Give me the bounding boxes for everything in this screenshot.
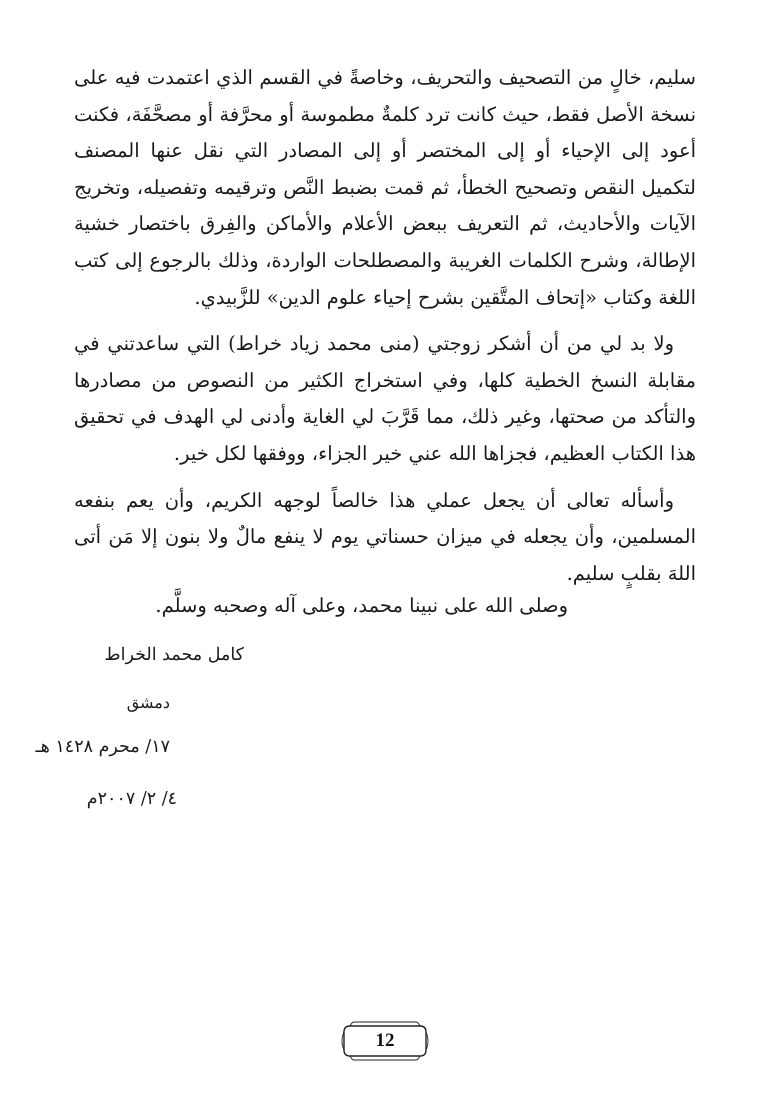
body-text	[74, 60, 696, 592]
paragraph-acknowledgement: ولا بد لي من أن أشكر زوجتي (منى محمد زياد خراط) التي ساعدتني في مقابلة النسخ الخطية كلها، وفي استخراج الكثير من النصوص من مصادرها والتأكد من صحتها، وغير ذلك، مما قَرَّبَ لي الغاية وأدنى لي الهدف في تحقيق هذا الكتاب العظيم، فجزاها الله عني خير الجزاء، ووفقها لكل خير.	[74, 332, 696, 465]
paragraph-methodology: سليم، خالٍ من التصحيف والتحريف، وخاصةً في القسم الذي اعتمدت فيه على نسخة الأصل فقط، حيث كانت ترد كلمةٌ مطموسة أو محرَّفة أو مصحَّفَة، فكنت أعود إلى الإحياء أو إلى المختصر أو إلى المصادر التي نقل عنها المصنف لتكميل النقص وتصحيح الخطأ، ثم قمت بضبط النَّص وترقيمه وتفصيله، وتخريج الآيات والأحاديث، ثم التعريف ببعض الأعلام والأماكن والفِرق باختصار خشية الإطالة، وشرح الكلمات الغريبة والمصطلحات الواردة، وذلك بالرجوع إلى كتب اللغة وكتاب «إتحاف المتَّقين بشرح إحياء علوم الدين» للزَّبيدي.	[74, 66, 696, 309]
author-signature: كامل محمد الخراط	[104, 645, 244, 665]
page-number-frame	[340, 1018, 430, 1064]
page-number: 12	[375, 1030, 395, 1051]
signature-city: دمشق	[126, 693, 170, 712]
signature-gregorian-date: ٤/ ٢/ ٢٠٠٧م	[86, 789, 177, 809]
signature-hijri-date: ١٧/ محرم ١٤٢٨ هـ	[35, 737, 170, 757]
closing-blessing: وصلى الله على نبينا محمد، وعلى آله وصحبه وسلَّم.	[155, 594, 568, 617]
paragraph-supplication: وأسأله تعالى أن يجعل عملي هذا خالصاً لوجهه الكريم، وأن يعم بنفعه المسلمين، وأن يجعله في ميزان حسناتي يوم لا ينفع مالٌ ولا بنون إلا مَن أتى اللهَ بقلبٍ سليم.	[74, 488, 696, 585]
